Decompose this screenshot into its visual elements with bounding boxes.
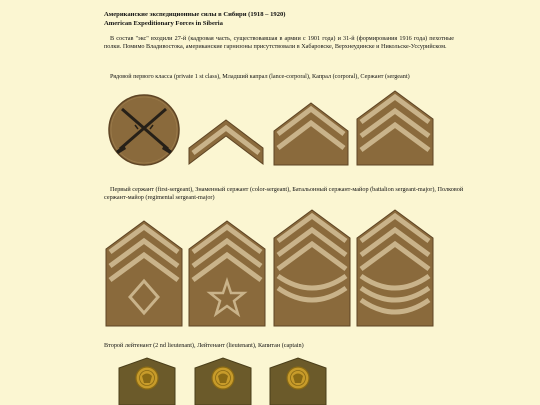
chevrons-lozenge-icon: [106, 221, 182, 326]
eagle-button-icon: [270, 358, 326, 405]
sergeant-insignia: [355, 89, 435, 167]
caption-row-1: Рядовой первого класса (private 1 st class), Младший капрал (lance-corporal), Капрал (corporal), Сержант (sergeant): [110, 73, 410, 80]
caption-row-3: Второй лейтенант (2 nd lieutenant), Лейтенант (lieutenant), Капитан (captain): [104, 342, 304, 349]
corporal-insignia: [272, 101, 350, 167]
crossed-rifles-icon: [109, 95, 179, 165]
eagle-button-icon: [195, 358, 251, 405]
regimental-sergeant-major-insignia: [355, 208, 435, 328]
chevrons-star-icon: [189, 221, 265, 326]
private-first-class-insignia: [104, 92, 184, 168]
page-title-ru: Американские экспедиционные силы в Сибири (1918 – 1920): [104, 11, 286, 18]
first-sergeant-insignia: [104, 219, 184, 328]
color-sergeant-insignia: [187, 219, 267, 328]
three-chevrons-icon: [357, 91, 433, 165]
second-lieutenant-shoulder-strap: [117, 356, 177, 405]
intro-paragraph: В состав "экс" входили 27-й (кадровая часть, существовавшая в армии с 1901 года) и 31-й (формирования 1916 года) пехотные полки. Помимо Владивостока, американские гарнизоны присутствовали в Хабаровске, Верхнеудинске и Никольске-Уссурийском.: [104, 35, 454, 50]
page-title-en: American Expeditionary Forces in Siberia: [104, 19, 223, 27]
two-chevrons-icon: [274, 103, 348, 165]
captain-shoulder-strap: [268, 356, 328, 405]
chevrons-arcs-icon: [274, 210, 350, 326]
lance-corporal-insignia: [187, 118, 265, 166]
eagle-button-icon: [119, 358, 175, 405]
chevrons-arcs-icon: [357, 210, 433, 326]
single-chevron-icon: [189, 120, 263, 164]
lieutenant-shoulder-strap: [193, 356, 253, 405]
caption-row-2: Первый сержант (first-sergeant), Знаменный сержант (color-sergeant), Батальонный сержант-майор (battalion sergeant-major), Полковой сержант-майор (regimental sergeant-major): [104, 186, 464, 201]
page-title: [104, 11, 444, 28]
battalion-sergeant-major-insignia: [272, 208, 352, 328]
